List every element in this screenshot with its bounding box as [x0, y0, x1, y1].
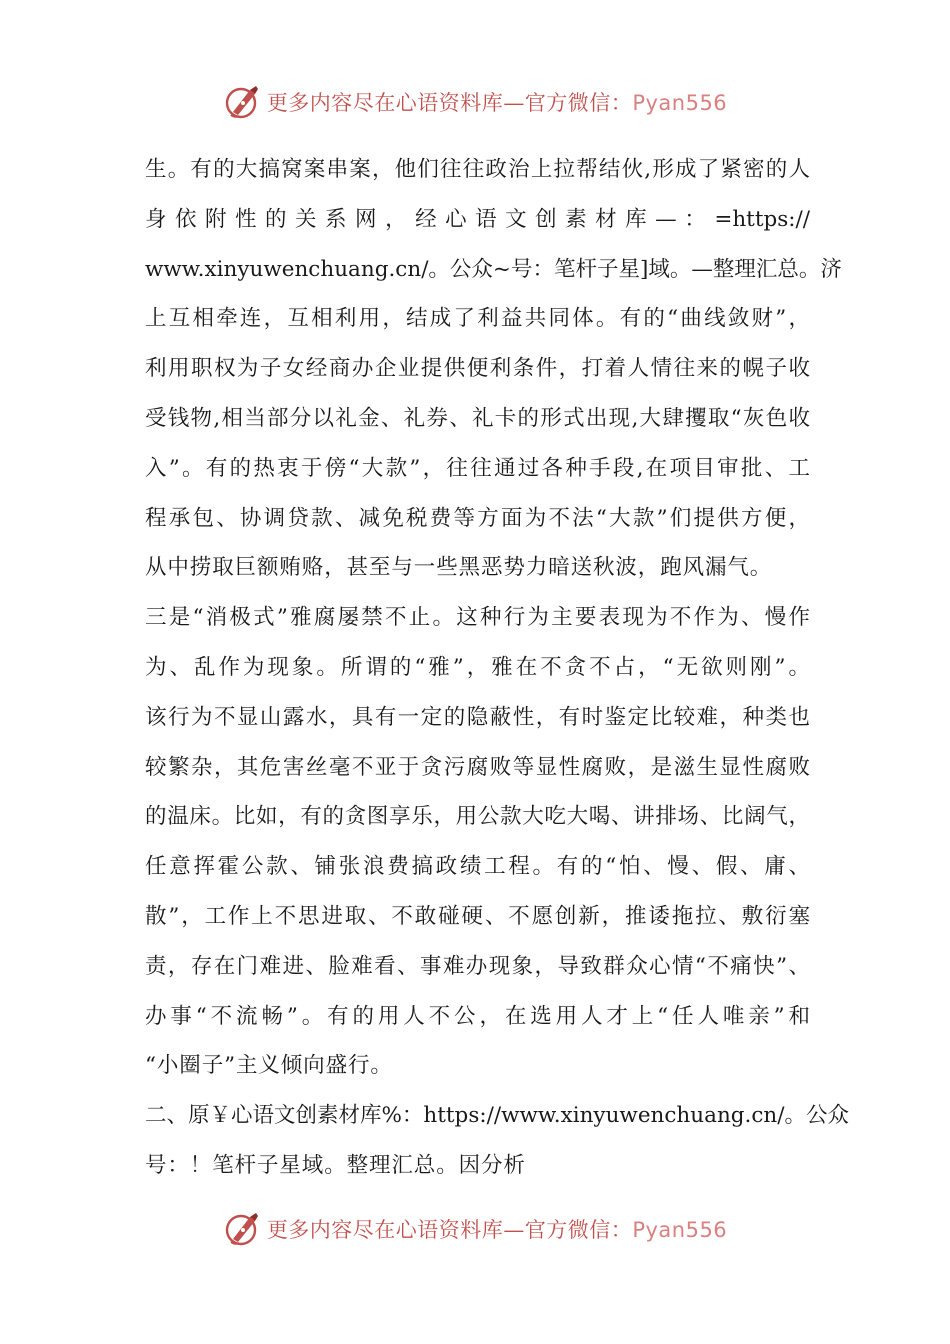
text-line: 任意挥霍公款、铺张浪费搞政绩工程。有的“怕、慢、假、庸、: [145, 854, 810, 880]
document-body: [145, 145, 850, 1191]
text-line: “小圈子”主义倾向盛行。: [145, 1053, 393, 1079]
text-line: 上互相牵连，互相利用，结成了利益共同体。有的“曲线敛财”，: [145, 306, 810, 332]
text-line: 较繁杂，其危害丝毫不亚于贪污腐败等显性腐败，是滋生显性腐败: [145, 754, 810, 780]
text-line: 三是“消极式”雅腐屡禁不止。这种行为主要表现为不作为、慢作: [145, 605, 810, 631]
text-line: 为、乱作为现象。所谓的“雅”，雅在不贪不占，“无欲则刚”。: [145, 654, 810, 680]
header-banner: [0, 80, 950, 124]
text-line: 程承包、协调贷款、减免税费等方面为不法“大款”们提供方便，: [145, 505, 810, 531]
text-line: 二、原￥心语文创素材库%：https://www.xinyuwenchuang.cn/。公众: [145, 1103, 850, 1129]
pen-nib-circle-icon: [223, 1209, 263, 1249]
banner-title: 更多内容尽在心语资料库—官方微信：Pyan556: [266, 1218, 728, 1242]
text-line: 从中捞取巨额贿赂，甚至与一些黑恶势力暗送秋波，跑风漏气。: [145, 555, 773, 581]
pen-nib-circle-icon: [223, 82, 263, 122]
footer-banner: [0, 1207, 950, 1251]
text-line: 的温床。比如，有的贪图享乐，用公款大吃大喝、讲排场、比阔气，: [145, 804, 810, 830]
text-line: 利用职权为子女经商办企业提供便利条件，打着人情往来的幌子收: [145, 356, 810, 382]
banner-title: 更多内容尽在心语资料库—官方微信：Pyan556: [266, 91, 728, 115]
text-line: 身 依 附 性 的 关 系 网 ， 经 心 语 文 创 素 材 库 — ： =https://: [145, 206, 810, 232]
text-line: 号：！笔杆子星域。整理汇总。因分析: [145, 1152, 526, 1178]
text-line: 受钱物,相当部分以礼金、礼券、礼卡的形式出现,大肆攫取“灰色收: [145, 405, 810, 431]
text-line: 散”，工作上不思进取、不敢碰硬、不愿创新，推诿拖拉、敷衍塞: [145, 903, 810, 929]
text-line: 生。有的大搞窝案串案，他们往往政治上拉帮结伙,形成了紧密的人: [145, 157, 810, 182]
text-line: 该行为不显山露水，具有一定的隐蔽性，有时鉴定比较难，种类也: [145, 704, 810, 730]
text-line: 责，存在门难进、脸难看、事难办现象，导致群众心情“不痛快”、: [145, 953, 810, 979]
text-line: 办事“不流畅”。有的用人不公，在选用人才上“任人唯亲”和: [145, 1003, 810, 1029]
text-line: 入”。有的热衷于傍“大款”，往往通过各种手段,在项目审批、工: [145, 455, 810, 481]
text-line: www.xinyuwenchuang.cn/。公众~号：笔杆子星]域。—整理汇总。济: [145, 256, 842, 282]
